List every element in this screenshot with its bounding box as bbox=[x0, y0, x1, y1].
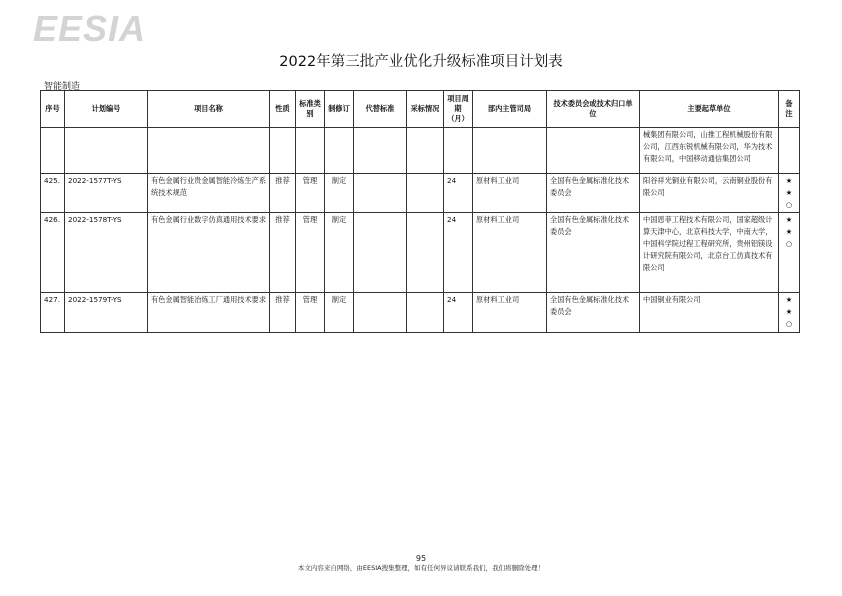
department bbox=[473, 128, 547, 174]
page-number: 95 bbox=[415, 554, 427, 563]
column-header: 采标情况 bbox=[407, 91, 444, 128]
eesia-logo: EESIA bbox=[33, 8, 147, 49]
remark-star-icon: ★ bbox=[785, 295, 793, 304]
revision: 制定 bbox=[325, 293, 354, 333]
column-header: 制修订 bbox=[325, 91, 354, 128]
nature: 推荐 bbox=[270, 293, 296, 333]
category bbox=[296, 128, 325, 174]
remark-star-icon: ★ bbox=[785, 188, 793, 197]
table-header-row bbox=[41, 91, 800, 128]
adoption bbox=[407, 213, 444, 293]
plan-code: 2022-1579T-YS bbox=[65, 293, 148, 333]
committee: 全国有色金属标准化技术委员会 bbox=[547, 293, 640, 333]
category: 管理 bbox=[296, 293, 325, 333]
plan-code bbox=[65, 128, 148, 174]
drafting-units: 械集团有限公司，山推工程机械股份有限公司，江西东锐机械有限公司，华为技术有限公司，中国移动通信集团公司 bbox=[640, 128, 779, 174]
department: 原材料工业司 bbox=[473, 293, 547, 333]
remark-star-icon: ★ bbox=[785, 227, 793, 236]
column-header: 项目名称 bbox=[148, 91, 270, 128]
row-number: 427. bbox=[41, 293, 65, 333]
replaced-standard bbox=[354, 293, 407, 333]
nature bbox=[270, 128, 296, 174]
remark bbox=[779, 174, 800, 213]
revision: 制定 bbox=[325, 174, 354, 213]
column-header: 部内主管司局 bbox=[473, 91, 547, 128]
column-header: 代替标准 bbox=[354, 91, 407, 128]
table-row bbox=[41, 128, 800, 174]
project-name: 有色金属行业贵金属智能冷炼生产系统技术规范 bbox=[148, 174, 270, 213]
page-title: 2022年第三批产业优化升级标准项目计划表 bbox=[279, 54, 563, 70]
column-header: 备注 bbox=[779, 91, 800, 128]
period bbox=[444, 128, 473, 174]
row-number: 425. bbox=[41, 174, 65, 213]
plan-code: 2022-1577T-YS bbox=[65, 174, 148, 213]
period: 24 bbox=[444, 213, 473, 293]
revision bbox=[325, 128, 354, 174]
plan-code: 2022-1578T-YS bbox=[65, 213, 148, 293]
remark-star-icon: ★ bbox=[785, 307, 793, 316]
department: 原材料工业司 bbox=[473, 174, 547, 213]
drafting-units: 阳谷祥光铜业有限公司，云南铜业股份有限公司 bbox=[640, 174, 779, 213]
replaced-standard bbox=[354, 213, 407, 293]
remark bbox=[779, 128, 800, 174]
row-number bbox=[41, 128, 65, 174]
project-name bbox=[148, 128, 270, 174]
column-header: 技术委员会或技术归口单位 bbox=[547, 91, 640, 128]
adoption bbox=[407, 128, 444, 174]
category: 管理 bbox=[296, 174, 325, 213]
period: 24 bbox=[444, 293, 473, 333]
column-header: 计划编号 bbox=[65, 91, 148, 128]
column-header: 标准类别 bbox=[296, 91, 325, 128]
project-name: 有色金属智能冶炼工厂通用技术要求 bbox=[148, 293, 270, 333]
committee bbox=[547, 128, 640, 174]
adoption bbox=[407, 174, 444, 213]
period: 24 bbox=[444, 174, 473, 213]
adoption bbox=[407, 293, 444, 333]
drafting-units: 中国铜业有限公司 bbox=[640, 293, 779, 333]
remark bbox=[779, 213, 800, 293]
category: 管理 bbox=[296, 213, 325, 293]
committee: 全国有色金属标准化技术委员会 bbox=[547, 174, 640, 213]
remark-circle-icon: ○ bbox=[785, 319, 793, 328]
nature: 推荐 bbox=[270, 174, 296, 213]
remark-star-icon: ★ bbox=[785, 215, 793, 224]
nature: 推荐 bbox=[270, 213, 296, 293]
section-label: 智能制造 bbox=[44, 82, 81, 92]
column-header: 性质 bbox=[270, 91, 296, 128]
replaced-standard bbox=[354, 128, 407, 174]
row-number: 426. bbox=[41, 213, 65, 293]
table-row bbox=[41, 213, 800, 293]
remark bbox=[779, 293, 800, 333]
department: 原材料工业司 bbox=[473, 213, 547, 293]
column-header: 序号 bbox=[41, 91, 65, 128]
remark-star-icon: ★ bbox=[785, 176, 793, 185]
table-row bbox=[41, 174, 800, 213]
remark-circle-icon: ○ bbox=[785, 239, 793, 248]
committee: 全国有色金属标准化技术委员会 bbox=[547, 213, 640, 293]
footer-notice: 本文内容来自网络，由EESIA搜集整理，如有任何异议请联系我们，我们将删除处理！ bbox=[297, 564, 545, 572]
standards-plan-table bbox=[40, 90, 800, 333]
remark-circle-icon: ○ bbox=[785, 200, 793, 209]
replaced-standard bbox=[354, 174, 407, 213]
revision: 制定 bbox=[325, 213, 354, 293]
column-header: 主要起草单位 bbox=[640, 91, 779, 128]
project-name: 有色金属行业数字仿真通用技术要求 bbox=[148, 213, 270, 293]
drafting-units: 中国恩菲工程技术有限公司，国家超级计算天津中心，北京科技大学，中南大学，中国科学院过程工程研究所，贵州铝镁设计研究院有限公司，北京台工仿真技术有限公司 bbox=[640, 213, 779, 293]
table-row bbox=[41, 293, 800, 333]
column-header: 项目周期（月） bbox=[444, 91, 473, 128]
